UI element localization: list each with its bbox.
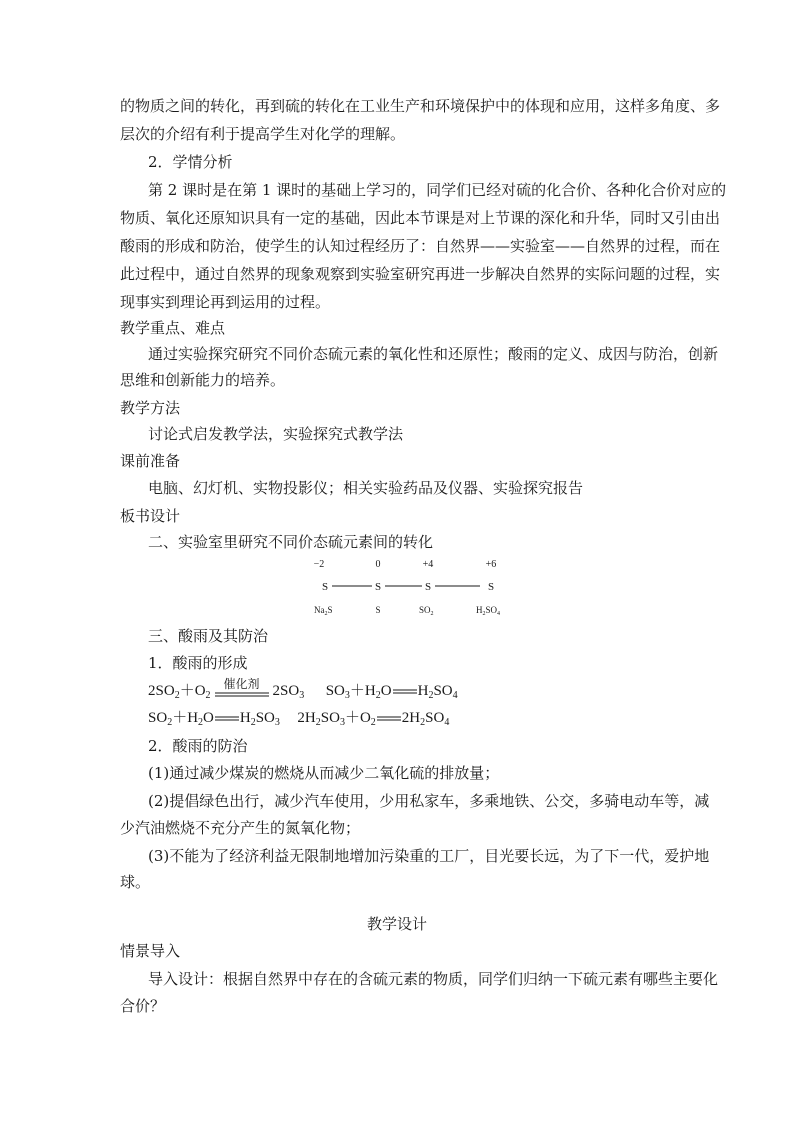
compound-s: S: [375, 605, 381, 615]
student-analysis-heading: 2．学情分析: [148, 153, 233, 171]
equation-h2so3-oxidation: $2H_2SO_3+O_2$ $2H_2SO_4$: [297, 710, 450, 728]
catalyst-condition: [211, 677, 273, 701]
valence-label: 0: [375, 559, 381, 570]
board-design-heading: 板书设计: [120, 507, 181, 525]
intro-paragraph-line-1: 的物质之间的转化，再到硫的转化在工业生产和环境保护中的体现和应用，这样多角度、多: [120, 97, 721, 115]
prevention-item-3-line-2: 球。: [120, 873, 151, 891]
scenario-intro-heading: 情景导入: [120, 942, 181, 960]
key-points-line-2: 思维和创新能力的培养。: [120, 371, 286, 389]
prevention-item-1: (1)通过减少煤炭的燃烧从而减少二氧化硫的排放量；: [148, 764, 500, 782]
valence-label: +6: [485, 559, 497, 570]
valence-label: +4: [422, 559, 434, 570]
board-section-2-title: 二、实验室里研究不同价态硫元素间的转化: [148, 533, 434, 551]
student-analysis-line-4: 此过程中，通过自然界的现象观察到实验室研究再进一步解决自然界的实际问题的过程，实: [120, 265, 721, 283]
equation-so2-water: $SO_2+H_2O$ $H_2SO_3$: [148, 710, 280, 728]
key-points-line-1: 通过实验探究研究不同价态硫元素的氧化性和还原性；酸雨的定义、成因与防治，创新: [148, 345, 719, 363]
prevention-item-2-line-1: (2)提倡绿色出行，减少汽车使用，少用私家车，多乘地铁、公交，多骑电动车等，减: [148, 792, 710, 810]
sulfur-symbol: S: [424, 581, 432, 593]
compound-h2so4: $H_2SO_4$: [476, 605, 501, 617]
equation-line-2: [148, 708, 718, 728]
prevention-item-2-line-2: 少汽油燃烧不充分产生的氮氧化物；: [120, 819, 361, 837]
sulfur-symbol: S: [374, 581, 382, 593]
teaching-methods-heading: 教学方法: [120, 399, 181, 417]
equation-line-1: [148, 677, 718, 701]
intro-paragraph-line-2: 层次的介绍有利于提高学生对化学的理解。: [120, 125, 406, 143]
compound-na2s: $Na_2S$: [314, 605, 333, 617]
student-analysis-line-2: 物质、氧化还原知识具有一定的基础，因此本节课是对上节课的深化和升华，同时又引由出: [120, 209, 721, 227]
student-analysis-line-1: 第 2 课时是在第 1 课时的基础上学习的，同学们已经对硫的化合价、各种化合价对应的: [148, 181, 727, 199]
equation-so2-oxidation: $2SO_2+O_2$ 催化剂 $2SO_3$: [148, 683, 304, 699]
key-points-heading: 教学重点、难点: [120, 319, 226, 337]
equals-sign: [376, 708, 402, 728]
acid-rain-prevention-heading: 2．酸雨的防治: [148, 737, 248, 755]
intro-design-line-2: 合价？: [120, 997, 166, 1015]
student-analysis-line-5: 现事实到理论再到运用的过程。: [120, 293, 331, 311]
reversible-arrow-icon: [211, 681, 273, 701]
board-section-3-title: 三、酸雨及其防治: [148, 627, 269, 645]
preparation-text: 电脑、幻灯机、实物投影仪；相关实验药品及仪器、实验探究报告: [148, 479, 584, 497]
equation-so3-water: $SO_3+H_2O$ $H_2SO_4$: [325, 683, 458, 701]
catalyst-label: 催化剂: [223, 677, 260, 691]
sulfur-symbol: S: [487, 581, 495, 593]
sulfur-symbol: S: [321, 581, 329, 593]
compound-so2: $SO_2$: [419, 605, 434, 617]
acid-rain-formation-heading: 1．酸雨的形成: [148, 654, 248, 672]
intro-design-line-1: 导入设计：根据自然界中存在的含硫元素的物质，同学们归纳一下硫元素有哪些主要化: [148, 970, 719, 988]
student-analysis-line-3: 酸雨的形成和防治，使学生的认知过程经历了：自然界——实验室——自然界的过程，而在: [120, 237, 721, 255]
teaching-methods-text: 讨论式启发教学法，实验探究式教学法: [148, 425, 404, 443]
preparation-heading: 课前准备: [120, 452, 181, 470]
equals-sign: [214, 708, 240, 728]
sulfur-valence-diagram: [300, 556, 530, 620]
teaching-design-title: 教学设计: [366, 915, 427, 933]
prevention-item-3-line-1: (3)不能为了经济利益无限制地增加污染重的工厂，目光要长远，为了下一代，爱护地: [148, 847, 710, 865]
equals-sign: [392, 681, 418, 701]
valence-label: −2: [313, 559, 325, 570]
